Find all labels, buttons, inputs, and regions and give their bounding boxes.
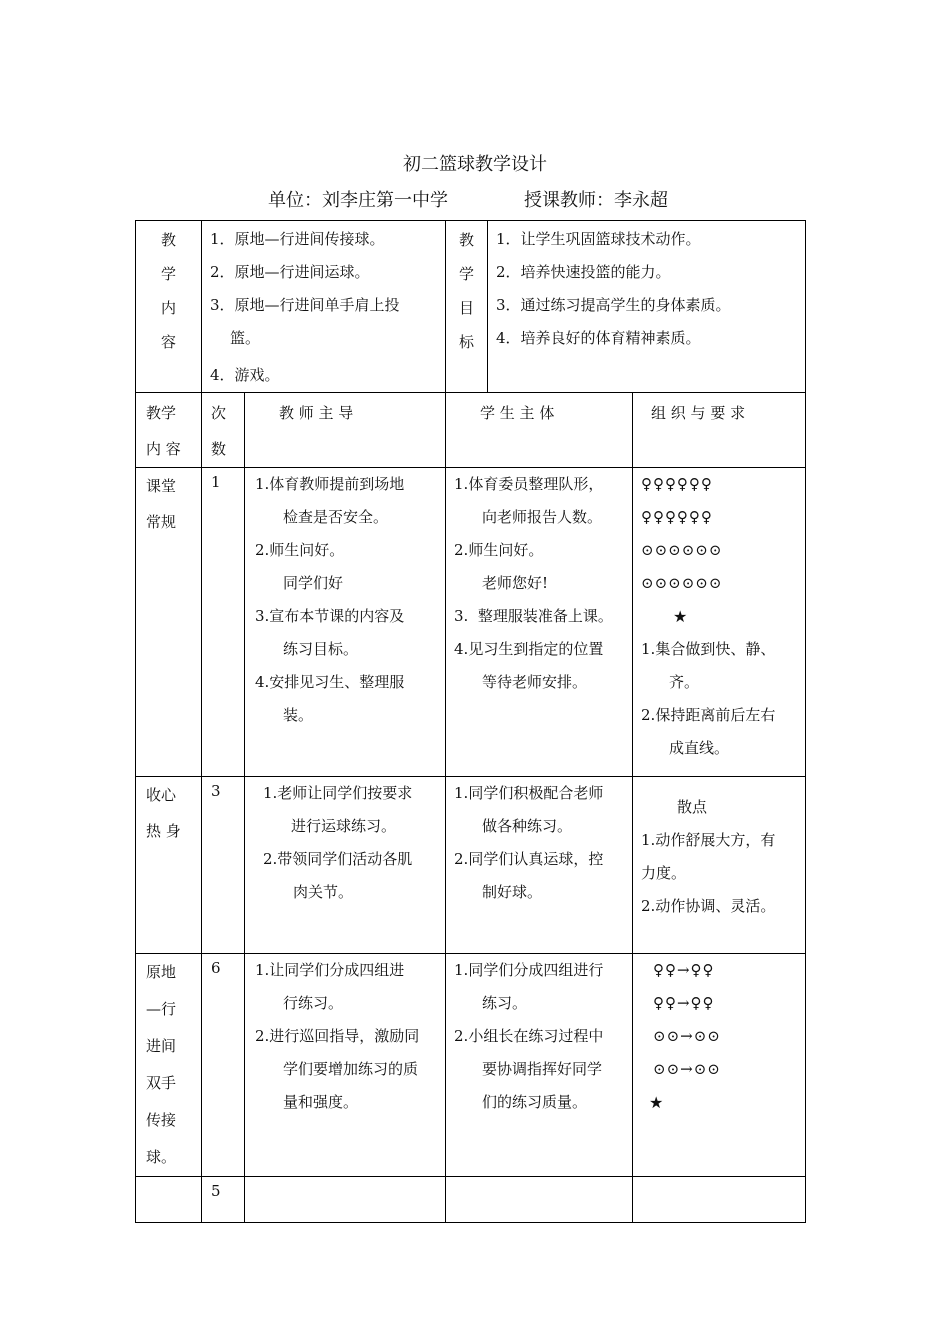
org-line: 力度。 [641,864,687,882]
row-content-cell [136,468,202,777]
teacher-line: 3.宣布本节课的内容及 [255,607,405,625]
top-section-row [136,221,806,393]
row-student-cell [446,1177,633,1223]
content-item: 3．原地—行进间单手肩上投 [210,296,400,314]
student-line: 1.同学们分成四组进行 [454,961,604,979]
content-items-cell [202,221,446,393]
student-line: 2.师生问好。 [454,541,544,559]
table-row [136,468,806,777]
header-org-cell [633,393,806,468]
row-count-cell [202,468,245,777]
unit-label: 单位： [268,190,322,211]
row-count-cell [202,777,245,954]
teacher-line: 同学们好 [283,574,344,592]
formation-line: ♀♀→♀♀ [653,994,715,1012]
teacher-line: 1.老师让同学们按要求 [263,784,413,802]
row-content-line: —行 [146,1000,177,1018]
star-icon: ★ [649,1093,664,1112]
content-item: 篮。 [230,329,261,347]
student-line: 要协调指挥好同学 [482,1060,603,1078]
org-line: 散点 [677,798,708,816]
student-line: 4.见习生到指定的位置 [454,640,604,658]
content-item: 2．原地—行进间运球。 [210,263,370,281]
content-label-cell [136,221,202,393]
student-line: 向老师报告人数。 [482,508,603,526]
header-org: 组 织 与 要 求 [651,404,746,422]
content-item: 4．游戏。 [210,366,280,384]
document-subtitle [268,186,668,212]
row-teacher-cell [245,954,446,1177]
row-student-cell [446,777,633,954]
goal-item: 2．培养快速投篮的能力。 [496,263,671,281]
teacher-name: 李永超 [614,190,668,211]
teacher-line: 4.安排见习生、整理服 [255,673,405,691]
content-label-char: 学 [160,265,176,283]
row-content-cell [136,954,202,1177]
teacher-line: 行练习。 [283,994,344,1012]
goal-label-char: 教 [459,231,475,249]
header-content-line: 教学 [146,404,177,422]
header-row [136,393,806,468]
lesson-plan-table [135,220,806,1223]
unit-name: 刘李庄第一中学 [322,190,448,211]
row-content-line: 课堂 [146,477,177,495]
teacher-line: 肉关节。 [293,883,354,901]
header-content-cell [136,393,202,468]
student-line: 老师您好! [482,574,549,592]
content-label-char: 内 [160,299,176,317]
formation-line: ♀♀→♀♀ [653,961,715,979]
teacher-line: 学们要增加练习的质 [283,1060,419,1078]
header-count-cell [202,393,245,468]
goal-label-char: 目 [459,299,475,317]
header-count-line: 次 [211,404,227,422]
goal-label-char: 标 [459,333,475,351]
teacher-line: 2.师生问好。 [255,541,345,559]
row-count: 1 [211,473,221,491]
formation-line: ⊙⊙→⊙⊙ [653,1027,721,1045]
teacher-line: 装。 [283,706,314,724]
student-line: 等待老师安排。 [482,673,588,691]
teacher-line: 进行运球练习。 [291,817,397,835]
org-line: 1.集合做到快、静、 [641,640,776,658]
row-org-cell [633,468,806,777]
row-content-line: 热 身 [146,822,181,840]
student-line: 3. 整理服装准备上课。 [454,607,613,625]
row-org-cell [633,1177,806,1223]
goal-item: 1．让学生巩固篮球技术动作。 [496,230,701,248]
row-content-cell [136,1177,202,1223]
content-label-char: 教 [160,231,176,249]
content-item: 1．原地—行进间传接球。 [210,230,385,248]
row-content-line: 球。 [146,1148,177,1166]
star-icon: ★ [673,607,688,626]
goal-label-cell [446,221,488,393]
org-line: 成直线。 [669,739,730,757]
formation-line: ♀♀♀♀♀♀ [641,508,713,526]
teacher-label: 授课教师： [524,190,614,211]
header-teacher-cell [245,393,446,468]
row-org-cell [633,777,806,954]
goal-items-cell [488,221,806,393]
teacher-line: 检查是否安全。 [283,508,389,526]
student-line: 1.体育委员整理队形， [454,475,604,493]
header-content-line: 内 容 [146,440,181,458]
row-teacher-cell [245,1177,446,1223]
teacher-line: 1.让同学们分成四组进 [255,961,405,979]
teacher-line: 练习目标。 [283,640,359,658]
formation-line: ⊙⊙⊙⊙⊙⊙ [641,574,723,592]
header-teacher: 教 师 主 导 [279,404,354,422]
student-line: 们的练习质量。 [482,1093,588,1111]
row-org-cell [633,954,806,1177]
goal-item: 3．通过练习提高学生的身体素质。 [496,296,731,314]
row-content-line: 传接 [146,1111,177,1129]
org-line: 2.动作协调、灵活。 [641,897,776,915]
teacher-line: 2.进行巡回指导，激励同 [255,1027,420,1045]
student-line: 练习。 [482,994,528,1012]
teacher-line: 2.带领同学们活动各肌 [263,850,413,868]
row-count: 5 [211,1182,221,1200]
table-row [136,954,806,1177]
row-student-cell [446,954,633,1177]
student-line: 1.同学们积极配合老师 [454,784,604,802]
header-count-line: 数 [211,440,227,458]
student-line: 做各种练习。 [482,817,573,835]
row-content-line: 常规 [146,513,177,531]
teacher-line: 1.体育教师提前到场地 [255,475,405,493]
formation-line: ♀♀♀♀♀♀ [641,475,713,493]
row-content-line: 原地 [146,963,177,981]
table-row [136,1177,806,1223]
row-count-cell [202,954,245,1177]
formation-line: ⊙⊙⊙⊙⊙⊙ [641,541,723,559]
row-content-cell [136,777,202,954]
org-line: 1.动作舒展大方，有 [641,831,776,849]
teacher-line: 量和强度。 [283,1093,359,1111]
goal-label-char: 学 [459,265,475,283]
document-title: 初二篮球教学设计 [403,154,547,175]
row-count: 6 [211,959,221,977]
table-row [136,777,806,954]
row-content-line: 进间 [146,1037,177,1055]
row-student-cell [446,468,633,777]
row-count: 3 [211,782,221,800]
row-content-line: 双手 [146,1074,177,1092]
row-teacher-cell [245,777,446,954]
header-student-cell [446,393,633,468]
org-line: 齐。 [669,673,700,691]
row-content-line: 收心 [146,786,177,804]
formation-line: ⊙⊙→⊙⊙ [653,1060,721,1078]
goal-item: 4．培养良好的体育精神素质。 [496,329,701,347]
student-line: 2.同学们认真运球，控 [454,850,604,868]
row-teacher-cell [245,468,446,777]
row-count-cell [202,1177,245,1223]
student-line: 2.小组长在练习过程中 [454,1027,604,1045]
student-line: 制好球。 [482,883,543,901]
header-student: 学 生 主 体 [480,404,555,422]
org-line: 2.保持距离前后左右 [641,706,776,724]
content-label-char: 容 [160,333,176,351]
